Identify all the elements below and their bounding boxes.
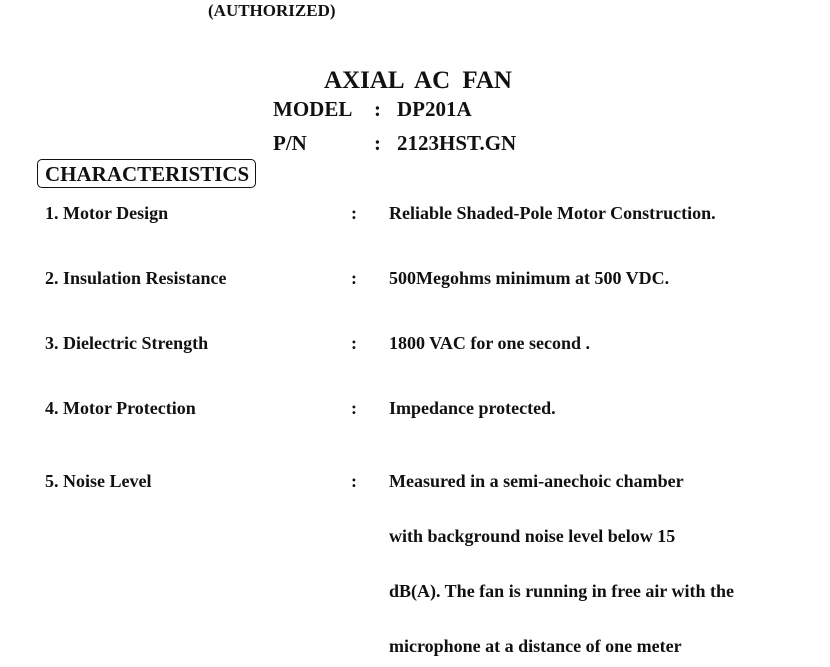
model-colon: : bbox=[374, 97, 381, 121]
part-number-value: 2123HST.GN bbox=[397, 131, 517, 155]
document-title: AXIAL AC FAN bbox=[324, 67, 512, 94]
characteristic-label: 4. Motor Protection bbox=[45, 398, 196, 418]
characteristic-value-line: Measured in a semi-anechoic chamber bbox=[389, 471, 684, 491]
model-value: DP201A bbox=[397, 97, 472, 121]
model-label: MODEL bbox=[273, 97, 353, 121]
characteristic-value-line: dB(A). The fan is running in free air with the bbox=[389, 581, 735, 601]
characteristic-label: 1. Motor Design bbox=[45, 203, 169, 223]
characteristic-colon: : bbox=[351, 333, 357, 353]
part-number-label: P/N bbox=[273, 131, 307, 155]
characteristic-colon: : bbox=[351, 398, 357, 418]
characteristic-value: 1800 VAC for one second . bbox=[389, 333, 591, 353]
characteristic-label: 3. Dielectric Strength bbox=[45, 333, 209, 353]
characteristic-label: 2. Insulation Resistance bbox=[45, 268, 227, 288]
characteristic-value-line: with background noise level below 15 bbox=[389, 526, 676, 546]
part-number-colon: : bbox=[374, 131, 381, 155]
authorized-stamp: (AUTHORIZED) bbox=[208, 1, 336, 20]
characteristic-colon: : bbox=[351, 471, 357, 491]
characteristic-value: Reliable Shaded-Pole Motor Construction. bbox=[389, 203, 716, 223]
characteristic-value: 500Megohms minimum at 500 VDC. bbox=[389, 268, 670, 288]
characteristic-colon: : bbox=[351, 268, 357, 288]
characteristic-colon: : bbox=[351, 203, 357, 223]
characteristic-value-line: microphone at a distance of one meter bbox=[389, 636, 682, 656]
section-heading-characteristics: CHARACTERISTICS bbox=[37, 159, 256, 188]
characteristic-label: 5. Noise Level bbox=[45, 471, 152, 491]
characteristic-value: Impedance protected. bbox=[389, 398, 556, 418]
